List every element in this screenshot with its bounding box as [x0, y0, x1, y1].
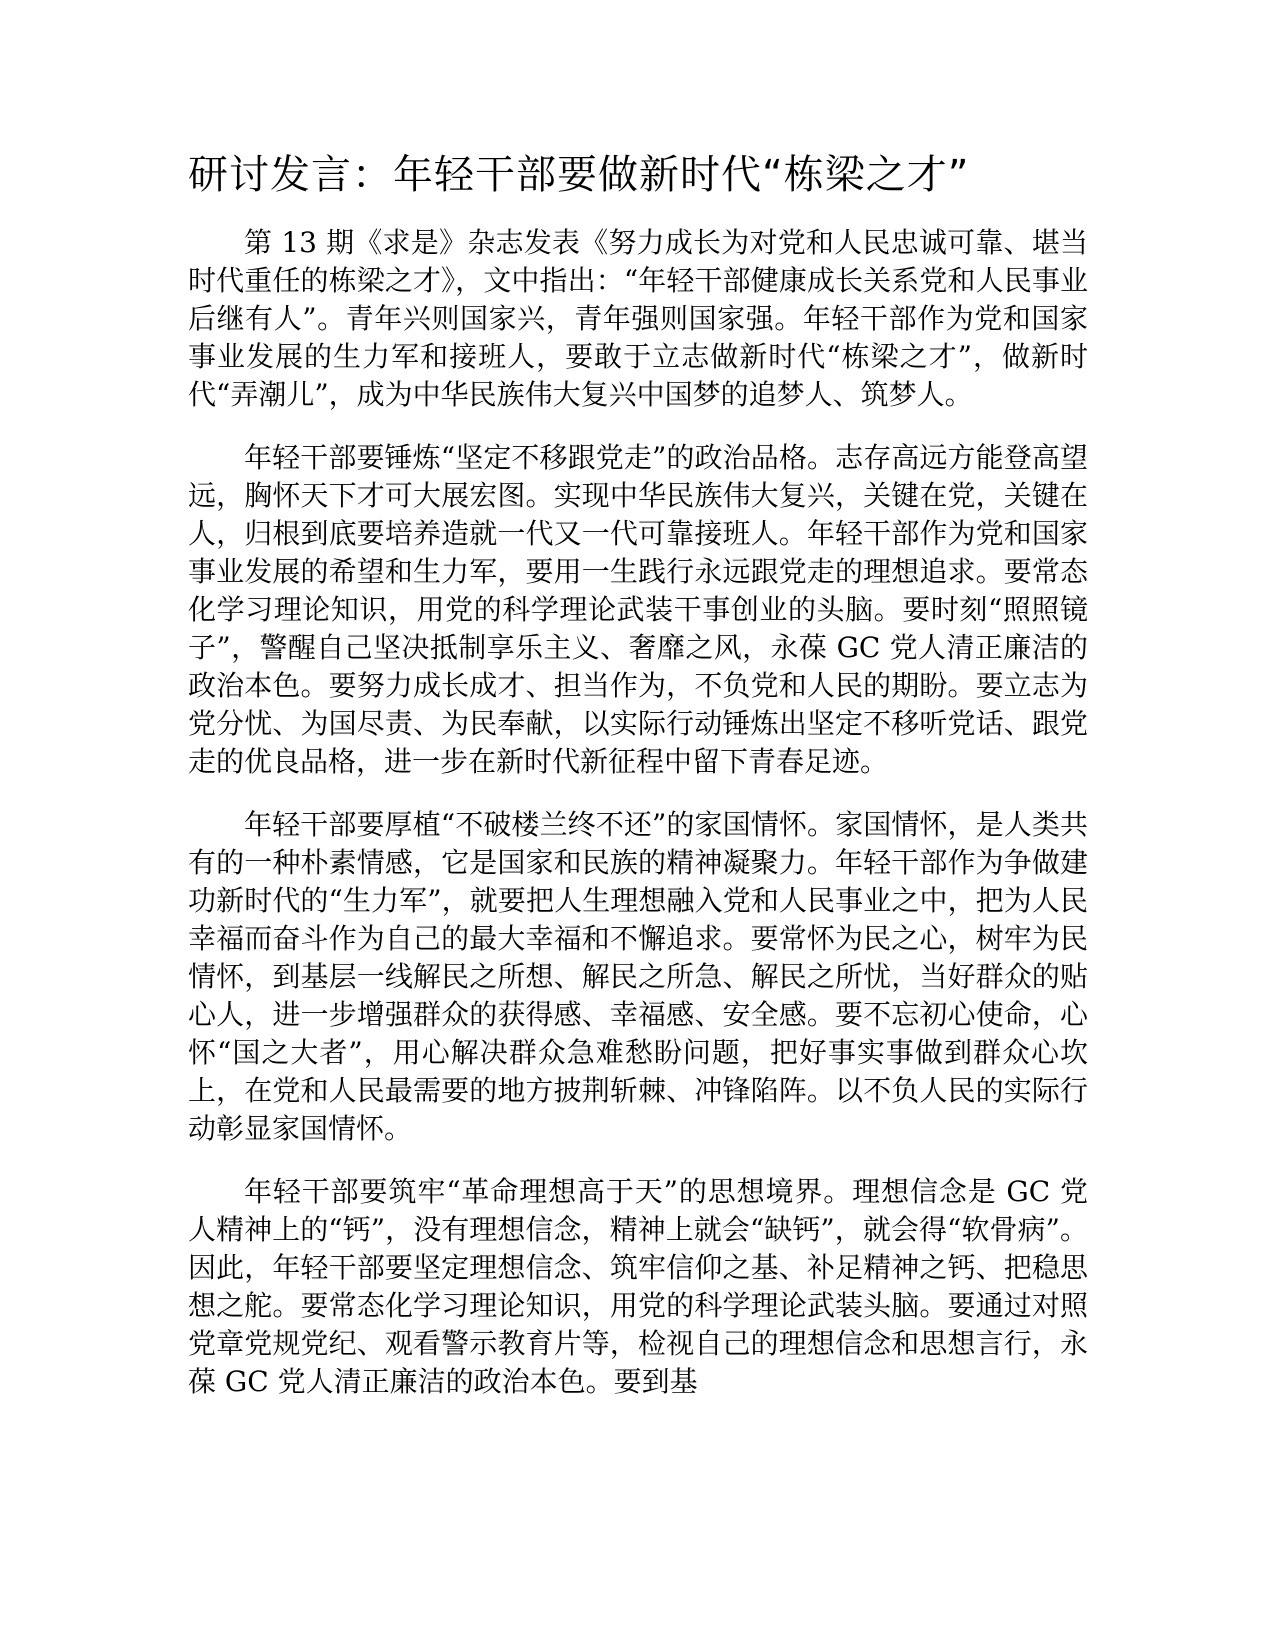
document-title: 研讨发言：年轻干部要做新时代“栋梁之才” — [188, 152, 970, 198]
paragraph-political-character: 年轻干部要锤炼“坚定不移跟党走”的政治品格。志存高远方能登高望远，胸怀天下才可大展宏图。实现中华民族伟大复兴，关键在党，关键在人，归根到底要培养造就一代又一代可靠接班人。年轻干部作为党和国家事业发展的希望和生力军，要用一生践行永远跟党走的理想追求。要常态化学习理论知识，用党的科学理论武装干事创业的头脑。要时刻“照照镜子”，警醒自己坚决抵制享乐主义、奢靡之风，永葆 GC 党人清正廉洁的政治本色。要努力成长成才、担当作为，不负党和人民的期盼。要立志为党分忧、为国尽责、为民奉献，以实际行动锤炼出坚定不移听党话、跟党走的优良品格，进一步在新时代新征程中留下青春足迹。 — [188, 441, 1088, 778]
paragraph-ideals: 年轻干部要筑牢“革命理想高于天”的思想境界。理想信念是 GC 党人精神上的“钙”，没有理想信念，精神上就会“缺钙”，就会得“软骨病”。因此，年轻干部要坚定理想信念、筑牢信仰之基、补足精神之钙、把稳思想之舵。要常态化学习理论知识，用党的科学理论武装头脑。要通过对照党章党规党纪、观看警示教育片等，检视自己的理想信念和思想言行，永葆 GC 党人清正廉洁的政治本色。要到基 — [188, 1175, 1088, 1398]
document-body — [188, 224, 1088, 1426]
paragraph-intro: 第 13 期《求是》杂志发表《努力成长为对党和人民忠诚可靠、堪当时代重任的栋梁之才》，文中指出：“年轻干部健康成长关系党和人民事业后继有人”。青年兴则国家兴，青年强则国家强。年轻干部作为党和国家事业发展的生力军和接班人，要敢于立志做新时代“栋梁之才”，做新时代“弄潮儿”，成为中华民族伟大复兴中国梦的追梦人、筑梦人。 — [188, 226, 1088, 411]
paragraph-patriotism: 年轻干部要厚植“不破楼兰终不还”的家国情怀。家国情怀，是人类共有的一种朴素情感，它是国家和民族的精神凝聚力。年轻干部作为争做建功新时代的“生力军”，就要把人生理想融入党和人民事业之中，把为人民幸福而奋斗作为自己的最大幸福和不懈追求。要常怀为民之心，树牢为民情怀，到基层一线解民之所想、解民之所急、解民之所忧，当好群众的贴心人，进一步增强群众的获得感、幸福感、安全感。要不忘初心使命，心怀“国之大者”，用心解决群众急难愁盼问题，把好事实事做到群众心坎上，在党和人民最需要的地方披荆斩棘、冲锋陷阵。以不负人民的实际行动彰显家国情怀。 — [188, 808, 1088, 1145]
